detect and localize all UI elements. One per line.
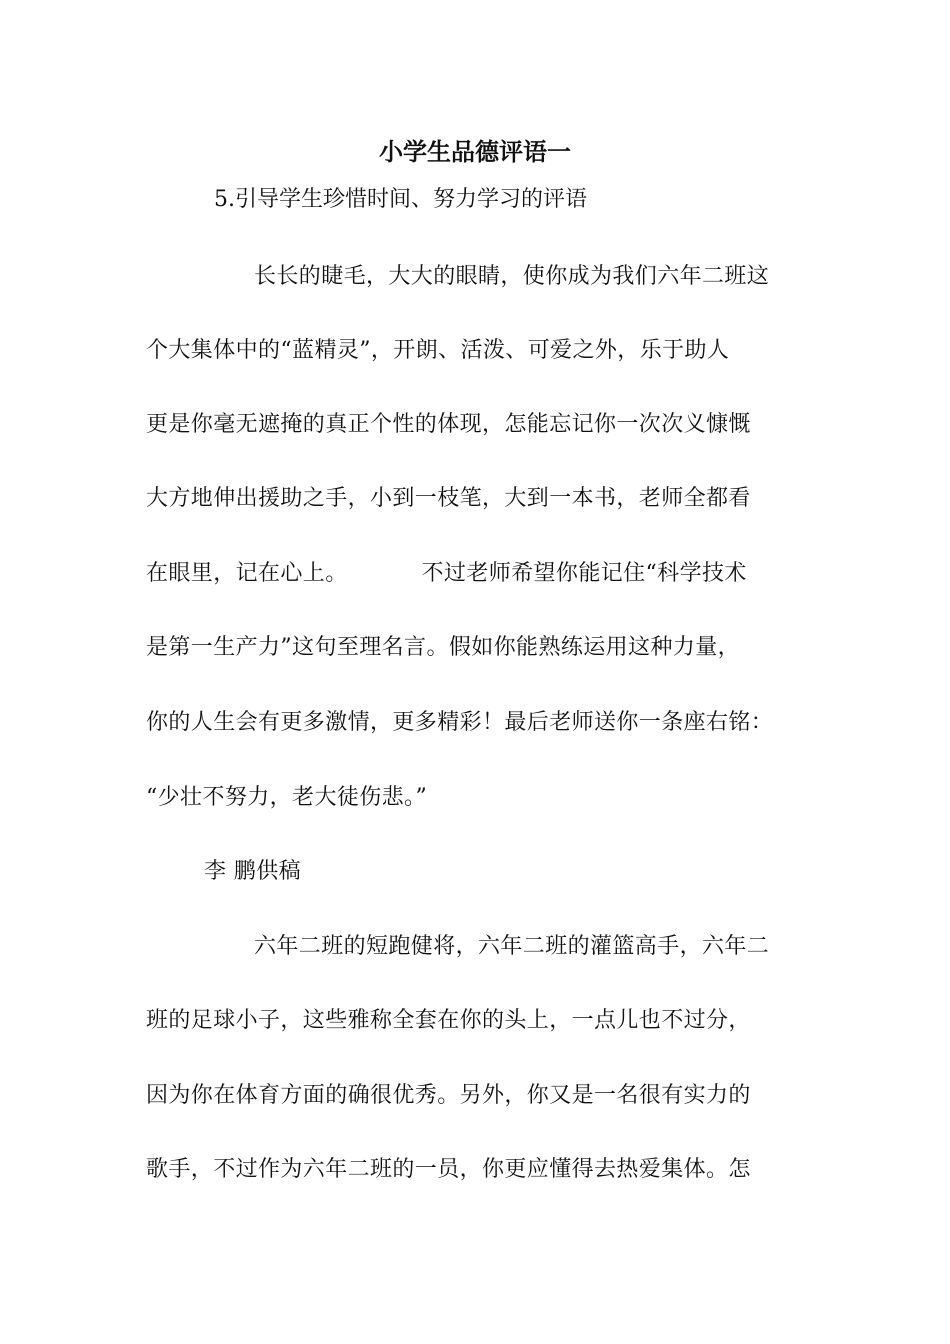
paragraph-2-line-3: 因为你在体育方面的确很优秀。另外，你又是一名很有实力的: [146, 1083, 751, 1108]
paragraph-2-line-2: 班的足球小子，这些雅称全套在你的头上，一点儿也不过分，: [146, 1008, 751, 1033]
paragraph-1-line-5: 在眼里，记在心上。 不过老师希望你能记住“科学技术: [146, 561, 747, 586]
paragraph-1-line-3: 更是你毫无遮掩的真正个性的体现，怎能忘记你一次次义慷慨: [146, 412, 751, 437]
section-heading: 5.引导学生珍惜时间、努力学习的评语: [214, 187, 587, 212]
paragraph-1-line-1: 长长的睫毛，大大的眼睛，使你成为我们六年二班这: [254, 264, 770, 289]
paragraph-1-line-4: 大方地伸出援助之手，小到一枝笔，大到一本书，老师全都看: [146, 486, 751, 511]
paragraph-1-line-8: “少壮不努力，老大徒伤悲。”: [146, 785, 428, 810]
paragraph-2-line-1: 六年二班的短跑健将，六年二班的灌篮高手，六年二: [254, 934, 770, 959]
paragraph-1-line-7: 你的人生会有更多激情，更多精彩！最后老师送你一条座右铭：: [146, 710, 774, 735]
paragraph-1-line-2: 个大集体中的“蓝精灵”，开朗、活泼、可爱之外，乐于助人: [146, 338, 730, 363]
document-title: 小学生品德评语一: [379, 137, 571, 166]
paragraph-2-line-4: 歌手，不过作为六年二班的一员，你更应懂得去热爱集体。怎: [146, 1157, 751, 1182]
paragraph-1-line-6: 是第一生产力”这句至理名言。假如你能熟练运用这种力量，: [146, 635, 741, 660]
signature: 李 鹏供稿: [204, 859, 301, 884]
